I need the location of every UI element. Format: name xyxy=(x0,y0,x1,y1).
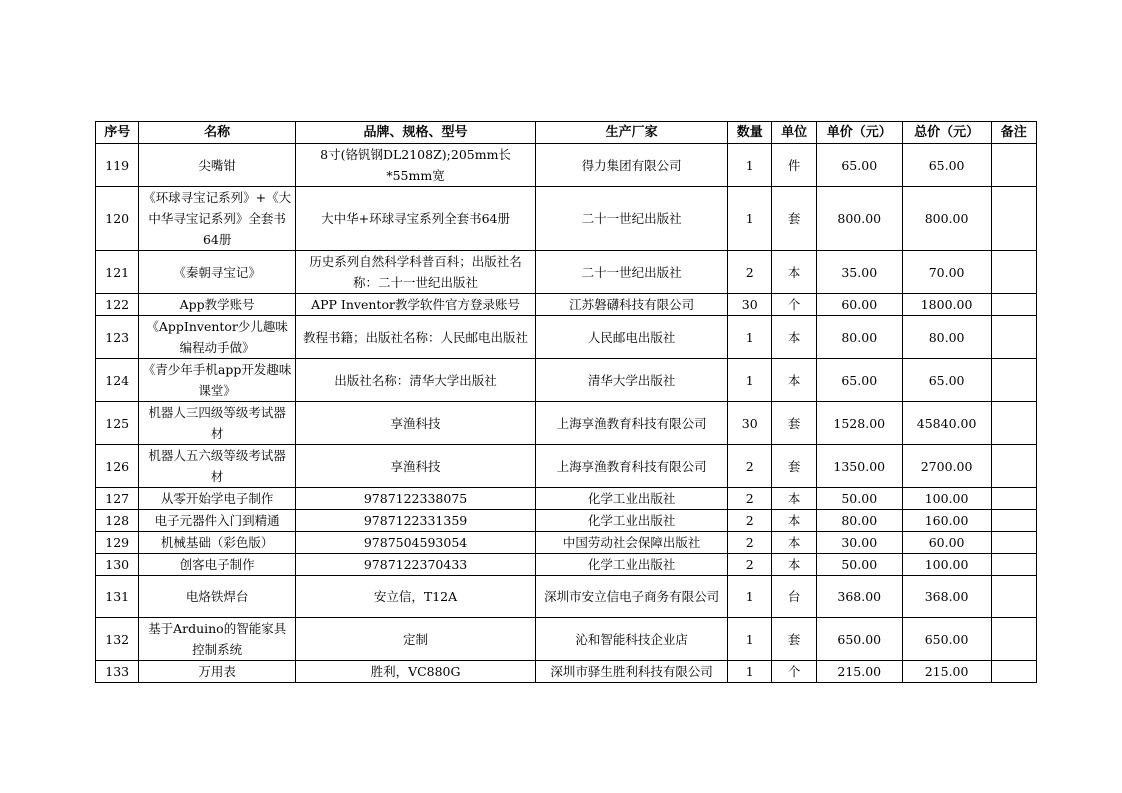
cell-no: 127 xyxy=(96,488,139,510)
cell-price: 50.00 xyxy=(816,488,902,510)
cell-total: 70.00 xyxy=(902,251,991,294)
cell-unit: 件 xyxy=(772,144,816,187)
cell-price: 1528.00 xyxy=(816,402,902,445)
cell-unit: 本 xyxy=(772,251,816,294)
table-row xyxy=(96,251,1037,294)
cell-total: 2700.00 xyxy=(902,445,991,488)
cell-no: 122 xyxy=(96,294,139,316)
table-row xyxy=(96,554,1037,576)
cell-qty: 1 xyxy=(728,661,772,683)
cell-no: 129 xyxy=(96,532,139,554)
cell-note xyxy=(991,294,1036,316)
cell-maker: 化学工业出版社 xyxy=(536,554,728,576)
table-row xyxy=(96,532,1037,554)
cell-total: 800.00 xyxy=(902,187,991,251)
cell-total: 160.00 xyxy=(902,510,991,532)
cell-no: 126 xyxy=(96,445,139,488)
cell-total: 1800.00 xyxy=(902,294,991,316)
table-row xyxy=(96,294,1037,316)
cell-price: 60.00 xyxy=(816,294,902,316)
cell-qty: 2 xyxy=(728,510,772,532)
cell-spec: 出版社名称：清华大学出版社 xyxy=(295,359,535,402)
cell-unit: 本 xyxy=(772,316,816,359)
cell-maker: 清华大学出版社 xyxy=(536,359,728,402)
cell-total: 80.00 xyxy=(902,316,991,359)
cell-total: 100.00 xyxy=(902,554,991,576)
cell-note xyxy=(991,554,1036,576)
cell-note xyxy=(991,661,1036,683)
cell-price: 35.00 xyxy=(816,251,902,294)
cell-price: 30.00 xyxy=(816,532,902,554)
cell-maker: 深圳市安立信电子商务有限公司 xyxy=(536,576,728,618)
table-row xyxy=(96,618,1037,661)
cell-no: 130 xyxy=(96,554,139,576)
cell-qty: 2 xyxy=(728,554,772,576)
cell-name: App教学账号 xyxy=(139,294,295,316)
cell-unit: 本 xyxy=(772,359,816,402)
cell-maker: 上海享渔教育科技有限公司 xyxy=(536,402,728,445)
cell-name: 电子元器件入门到精通 xyxy=(139,510,295,532)
header-spec: 品牌、规格、型号 xyxy=(295,122,535,144)
table-row xyxy=(96,187,1037,251)
cell-qty: 30 xyxy=(728,294,772,316)
header-unit: 单位 xyxy=(772,122,816,144)
cell-note xyxy=(991,316,1036,359)
table-row xyxy=(96,359,1037,402)
table-row xyxy=(96,488,1037,510)
table-row xyxy=(96,576,1037,618)
cell-unit: 本 xyxy=(772,510,816,532)
cell-name: 尖嘴钳 xyxy=(139,144,295,187)
cell-maker: 二十一世纪出版社 xyxy=(536,187,728,251)
cell-maker: 深圳市驿生胜利科技有限公司 xyxy=(536,661,728,683)
cell-unit: 套 xyxy=(772,402,816,445)
cell-no: 120 xyxy=(96,187,139,251)
table-row xyxy=(96,316,1037,359)
cell-maker: 上海享渔教育科技有限公司 xyxy=(536,445,728,488)
cell-spec: 9787122370433 xyxy=(295,554,535,576)
header-qty: 数量 xyxy=(728,122,772,144)
cell-no: 131 xyxy=(96,576,139,618)
cell-no: 119 xyxy=(96,144,139,187)
cell-spec: 胜利，VC880G xyxy=(295,661,535,683)
cell-spec: 定制 xyxy=(295,618,535,661)
cell-name: 基于Arduino的智能家具控制系统 xyxy=(139,618,295,661)
cell-spec: 9787122331359 xyxy=(295,510,535,532)
cell-total: 60.00 xyxy=(902,532,991,554)
cell-maker: 得力集团有限公司 xyxy=(536,144,728,187)
cell-no: 124 xyxy=(96,359,139,402)
cell-total: 65.00 xyxy=(902,144,991,187)
cell-total: 368.00 xyxy=(902,576,991,618)
cell-price: 80.00 xyxy=(816,316,902,359)
cell-total: 215.00 xyxy=(902,661,991,683)
cell-qty: 1 xyxy=(728,187,772,251)
cell-note xyxy=(991,144,1036,187)
cell-note xyxy=(991,187,1036,251)
cell-maker: 人民邮电出版社 xyxy=(536,316,728,359)
cell-maker: 江苏磐礴科技有限公司 xyxy=(536,294,728,316)
cell-note xyxy=(991,576,1036,618)
header-price: 单价（元） xyxy=(816,122,902,144)
header-note: 备注 xyxy=(991,122,1036,144)
cell-qty: 2 xyxy=(728,251,772,294)
cell-total: 45840.00 xyxy=(902,402,991,445)
cell-spec: 安立信，T12A xyxy=(295,576,535,618)
cell-no: 133 xyxy=(96,661,139,683)
cell-unit: 个 xyxy=(772,294,816,316)
cell-note xyxy=(991,532,1036,554)
cell-name: 机械基础（彩色版） xyxy=(139,532,295,554)
header-name: 名称 xyxy=(139,122,295,144)
cell-price: 65.00 xyxy=(816,359,902,402)
cell-maker: 中国劳动社会保障出版社 xyxy=(536,532,728,554)
cell-note xyxy=(991,359,1036,402)
cell-maker: 二十一世纪出版社 xyxy=(536,251,728,294)
cell-spec: 享渔科技 xyxy=(295,445,535,488)
cell-spec: APP Inventor教学软件官方登录账号 xyxy=(295,294,535,316)
cell-unit: 套 xyxy=(772,445,816,488)
cell-maker: 沁和智能科技企业店 xyxy=(536,618,728,661)
cell-qty: 1 xyxy=(728,576,772,618)
cell-price: 800.00 xyxy=(816,187,902,251)
cell-name: 机器人五六级等级考试器材 xyxy=(139,445,295,488)
table-row xyxy=(96,510,1037,532)
table-row xyxy=(96,144,1037,187)
cell-price: 50.00 xyxy=(816,554,902,576)
cell-unit: 本 xyxy=(772,532,816,554)
cell-qty: 30 xyxy=(728,402,772,445)
cell-no: 125 xyxy=(96,402,139,445)
cell-unit: 台 xyxy=(772,576,816,618)
cell-qty: 2 xyxy=(728,532,772,554)
procurement-table xyxy=(95,121,1037,683)
cell-name: 创客电子制作 xyxy=(139,554,295,576)
cell-total: 100.00 xyxy=(902,488,991,510)
cell-no: 121 xyxy=(96,251,139,294)
cell-no: 128 xyxy=(96,510,139,532)
cell-qty: 1 xyxy=(728,144,772,187)
cell-qty: 2 xyxy=(728,488,772,510)
cell-name: 电烙铁焊台 xyxy=(139,576,295,618)
cell-name: 《AppInventor少儿趣味编程动手做》 xyxy=(139,316,295,359)
table-row xyxy=(96,661,1037,683)
cell-unit: 套 xyxy=(772,187,816,251)
cell-price: 1350.00 xyxy=(816,445,902,488)
header-total: 总价（元） xyxy=(902,122,991,144)
cell-name: 《青少年手机app开发趣味课堂》 xyxy=(139,359,295,402)
cell-qty: 1 xyxy=(728,359,772,402)
cell-no: 123 xyxy=(96,316,139,359)
cell-name: 万用表 xyxy=(139,661,295,683)
cell-price: 80.00 xyxy=(816,510,902,532)
cell-name: 从零开始学电子制作 xyxy=(139,488,295,510)
header-no: 序号 xyxy=(96,122,139,144)
cell-name: 机器人三四级等级考试器材 xyxy=(139,402,295,445)
cell-unit: 本 xyxy=(772,488,816,510)
table-row xyxy=(96,445,1037,488)
cell-spec: 大中华+环球寻宝系列全套书64册 xyxy=(295,187,535,251)
cell-name: 《环球寻宝记系列》+《大中华寻宝记系列》全套书64册 xyxy=(139,187,295,251)
cell-note xyxy=(991,488,1036,510)
cell-price: 368.00 xyxy=(816,576,902,618)
cell-qty: 1 xyxy=(728,316,772,359)
cell-qty: 1 xyxy=(728,618,772,661)
cell-spec: 9787122338075 xyxy=(295,488,535,510)
cell-maker: 化学工业出版社 xyxy=(536,488,728,510)
cell-price: 650.00 xyxy=(816,618,902,661)
cell-note xyxy=(991,510,1036,532)
cell-spec: 享渔科技 xyxy=(295,402,535,445)
cell-price: 65.00 xyxy=(816,144,902,187)
cell-maker: 化学工业出版社 xyxy=(536,510,728,532)
cell-note xyxy=(991,402,1036,445)
cell-spec: 9787504593054 xyxy=(295,532,535,554)
cell-unit: 本 xyxy=(772,554,816,576)
cell-no: 132 xyxy=(96,618,139,661)
cell-spec: 教程书籍；出版社名称：人民邮电出版社 xyxy=(295,316,535,359)
cell-note xyxy=(991,445,1036,488)
cell-note xyxy=(991,618,1036,661)
cell-spec: 8寸(铬钒钢DL2108Z);205mm长*55mm宽 xyxy=(295,144,535,187)
cell-unit: 个 xyxy=(772,661,816,683)
cell-spec: 历史系列自然科学科普百科；出版社名称：二十一世纪出版社 xyxy=(295,251,535,294)
cell-total: 650.00 xyxy=(902,618,991,661)
cell-name: 《秦朝寻宝记》 xyxy=(139,251,295,294)
cell-price: 215.00 xyxy=(816,661,902,683)
header-maker: 生产厂家 xyxy=(536,122,728,144)
cell-qty: 2 xyxy=(728,445,772,488)
table-row xyxy=(96,402,1037,445)
cell-total: 65.00 xyxy=(902,359,991,402)
header-row xyxy=(96,122,1037,144)
cell-unit: 套 xyxy=(772,618,816,661)
cell-note xyxy=(991,251,1036,294)
